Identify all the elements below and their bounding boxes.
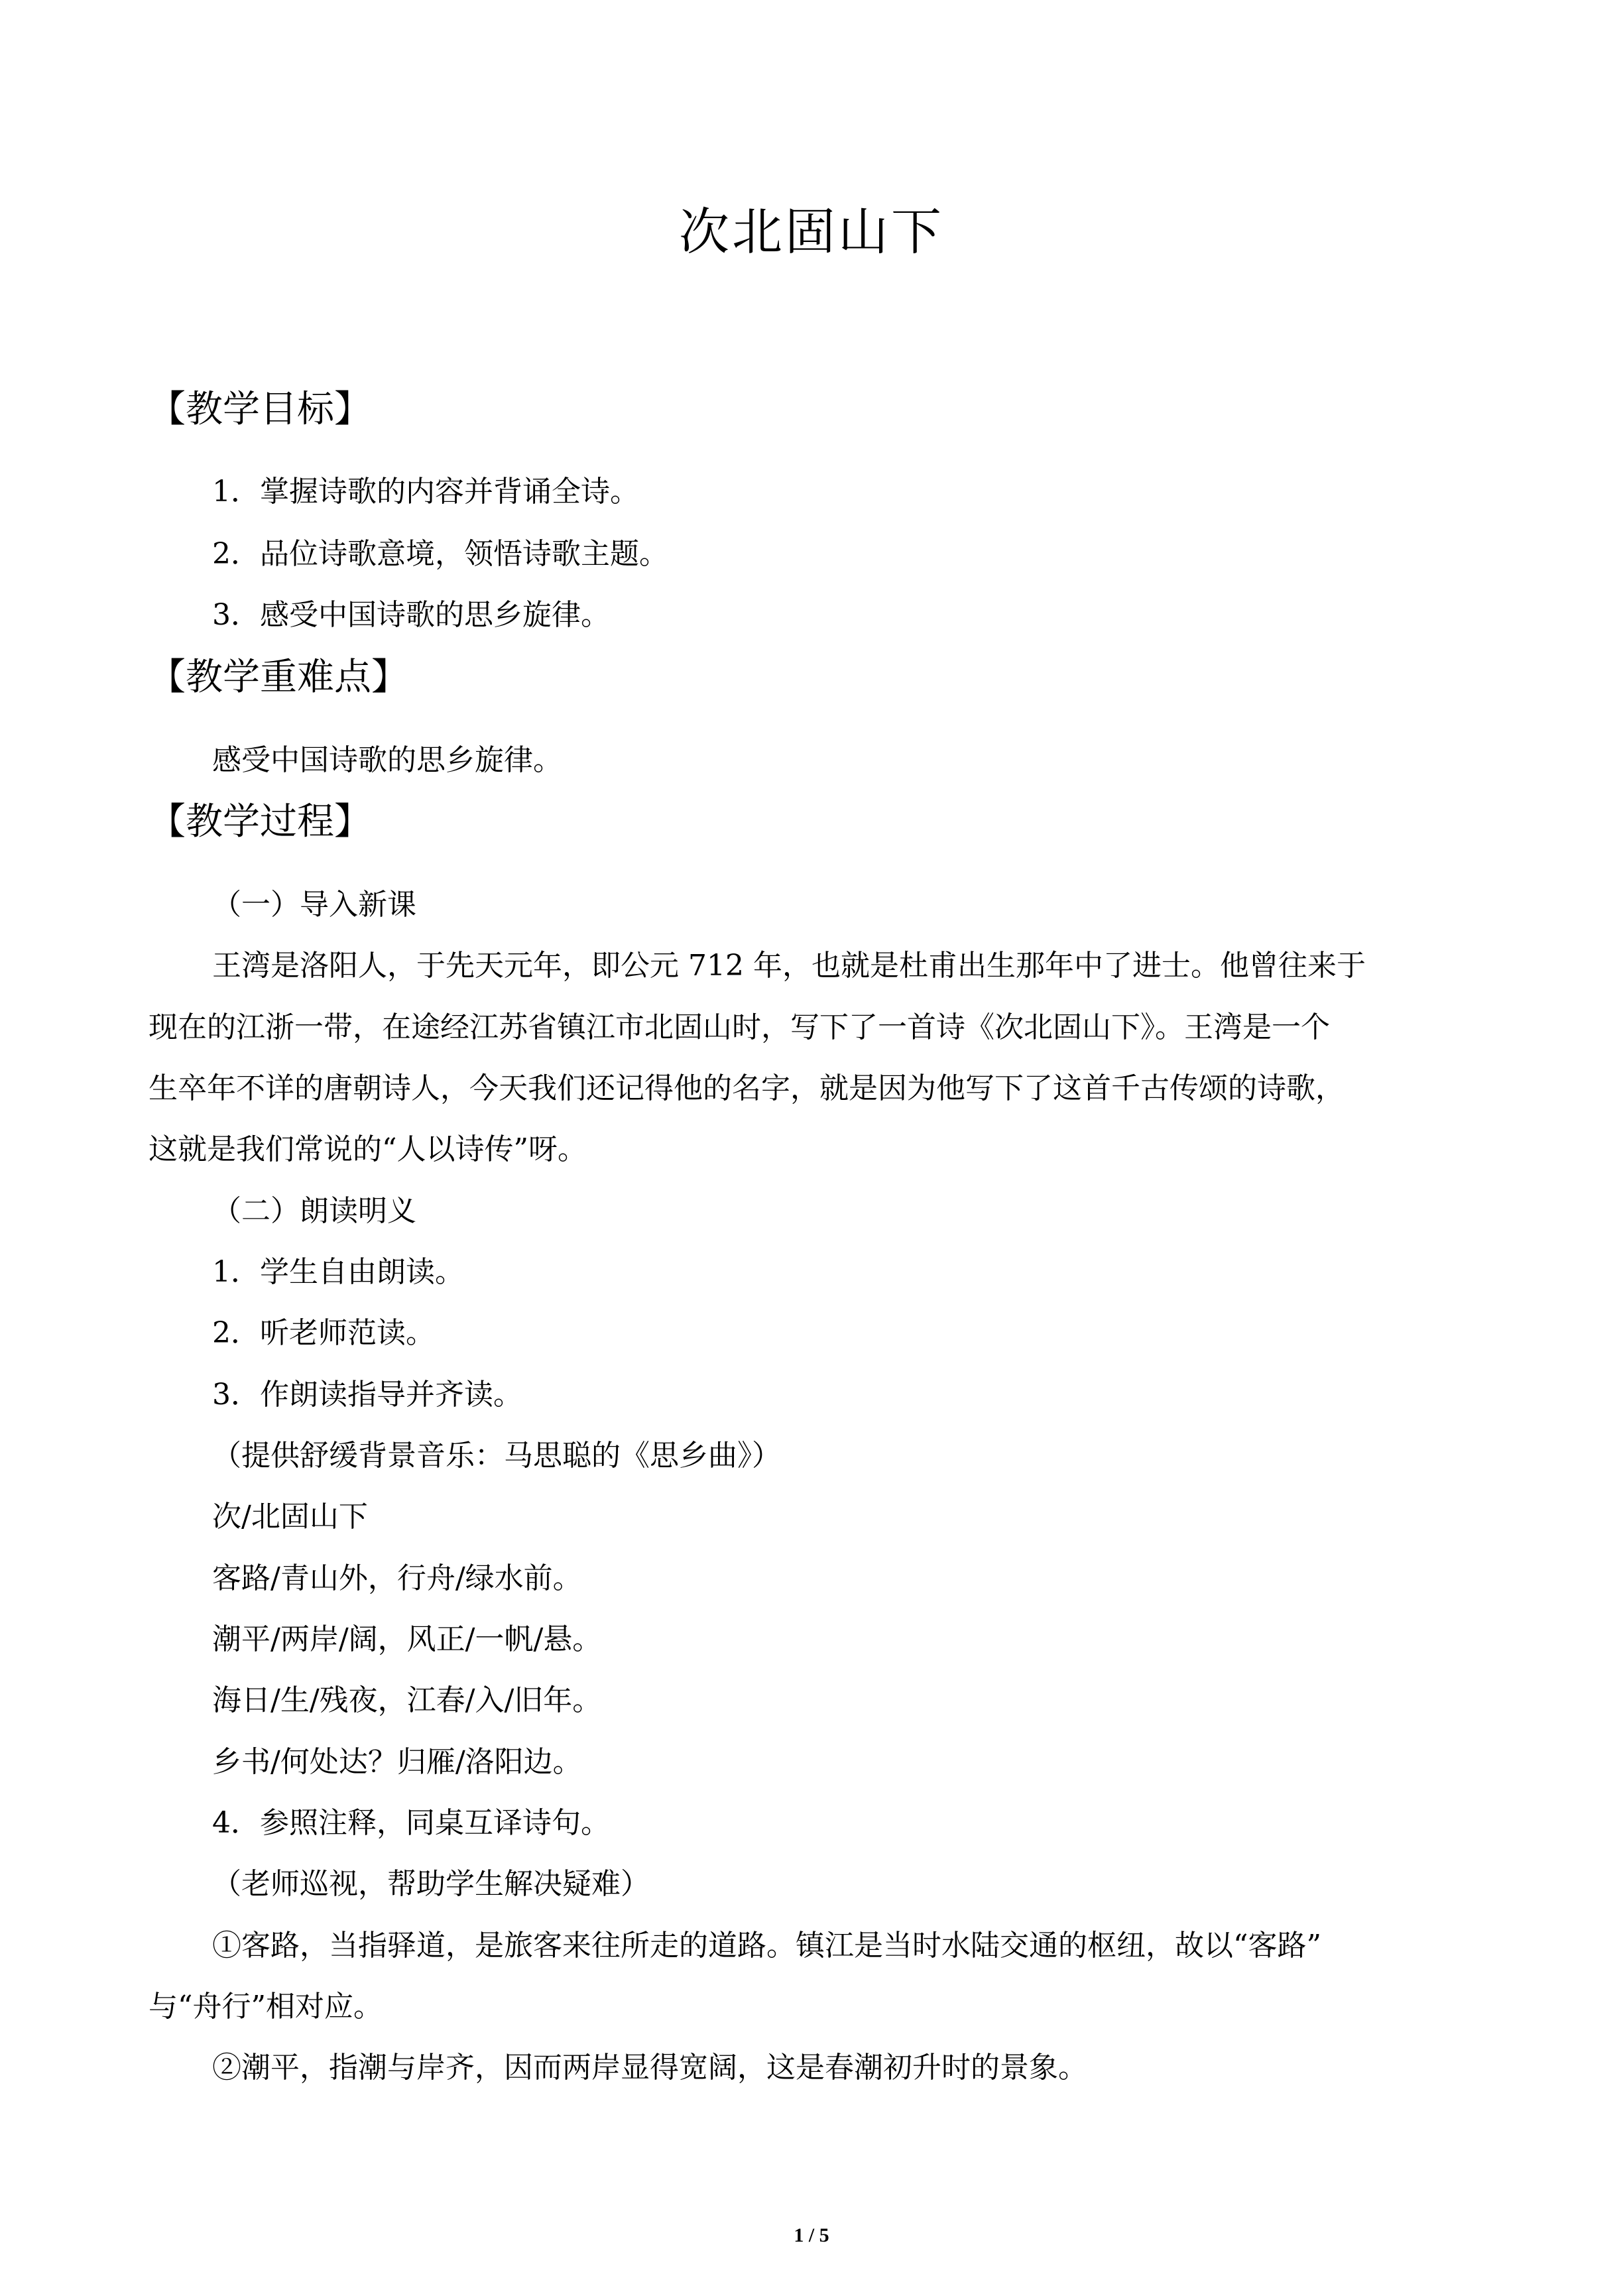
process-line: 1．学生自由朗读。 bbox=[212, 1255, 464, 1289]
process-line: 这就是我们常说的“人以诗传”呀。 bbox=[149, 1132, 587, 1166]
poem-line: 乡书/何处达？归雁/洛阳边。 bbox=[212, 1745, 582, 1779]
heading-objectives: 【教学目标】 bbox=[149, 388, 371, 431]
process-line: 4．参照注释，同桌互译诗句。 bbox=[212, 1806, 610, 1840]
heading-process: 【教学过程】 bbox=[149, 800, 371, 843]
process-line: （一）导入新课 bbox=[212, 888, 416, 922]
poem-line: 潮平/两岸/阔，风正/一帆/悬。 bbox=[212, 1622, 602, 1656]
process-line: （二）朗读明义 bbox=[212, 1194, 416, 1228]
poem-line: 次/北固山下 bbox=[212, 1500, 368, 1534]
process-line: 3．作朗读指导并齐读。 bbox=[212, 1378, 522, 1412]
process-line: （老师巡视，帮助学生解决疑难） bbox=[212, 1867, 650, 1901]
process-line: 2．听老师范读。 bbox=[212, 1316, 435, 1350]
process-line: 现在的江浙一带，在途经江苏省镇江市北固山时，写下了一首诗《次北固山下》。王湾是一个 bbox=[149, 1010, 1330, 1044]
page-indicator: 1 / 5 bbox=[794, 2224, 829, 2246]
annotation-line: ②潮平，指潮与岸齐，因而两岸显得宽阔，这是春潮初升时的景象。 bbox=[212, 2051, 1087, 2085]
objective-item: 1．掌握诗歌的内容并背诵全诗。 bbox=[212, 475, 639, 509]
heading-key-points: 【教学重难点】 bbox=[149, 656, 408, 699]
annotation-line: ①客路，当指驿道，是旅客来往所走的道路。镇江是当时水陆交通的枢纽，故以“客路” bbox=[212, 1929, 1321, 1963]
process-line: 生卒年不详的唐朝诗人，今天我们还记得他的名字，就是因为他写下了这首千古传颂的诗歌， bbox=[149, 1071, 1345, 1105]
poem-line: 客路/青山外，行舟/绿水前。 bbox=[212, 1561, 582, 1595]
poem-line: 海日/生/残夜，江春/入/旧年。 bbox=[212, 1683, 602, 1717]
process-line: 王湾是洛阳人，于先天元年，即公元 712 年，也就是杜甫出生那年中了进士。他曾往来于 bbox=[212, 949, 1366, 983]
objective-item: 3．感受中国诗歌的思乡旋律。 bbox=[212, 598, 610, 632]
process-line: （提供舒缓背景音乐：马思聪的《思乡曲》） bbox=[212, 1439, 781, 1473]
objective-item: 2．品位诗歌意境，领悟诗歌主题。 bbox=[212, 537, 668, 571]
key-points-text: 感受中国诗歌的思乡旋律。 bbox=[212, 743, 562, 777]
document-title: 次北固山下 bbox=[679, 202, 944, 261]
annotation-line: 与“舟行”相对应。 bbox=[149, 1990, 383, 2024]
document-page bbox=[149, 0, 1474, 2296]
